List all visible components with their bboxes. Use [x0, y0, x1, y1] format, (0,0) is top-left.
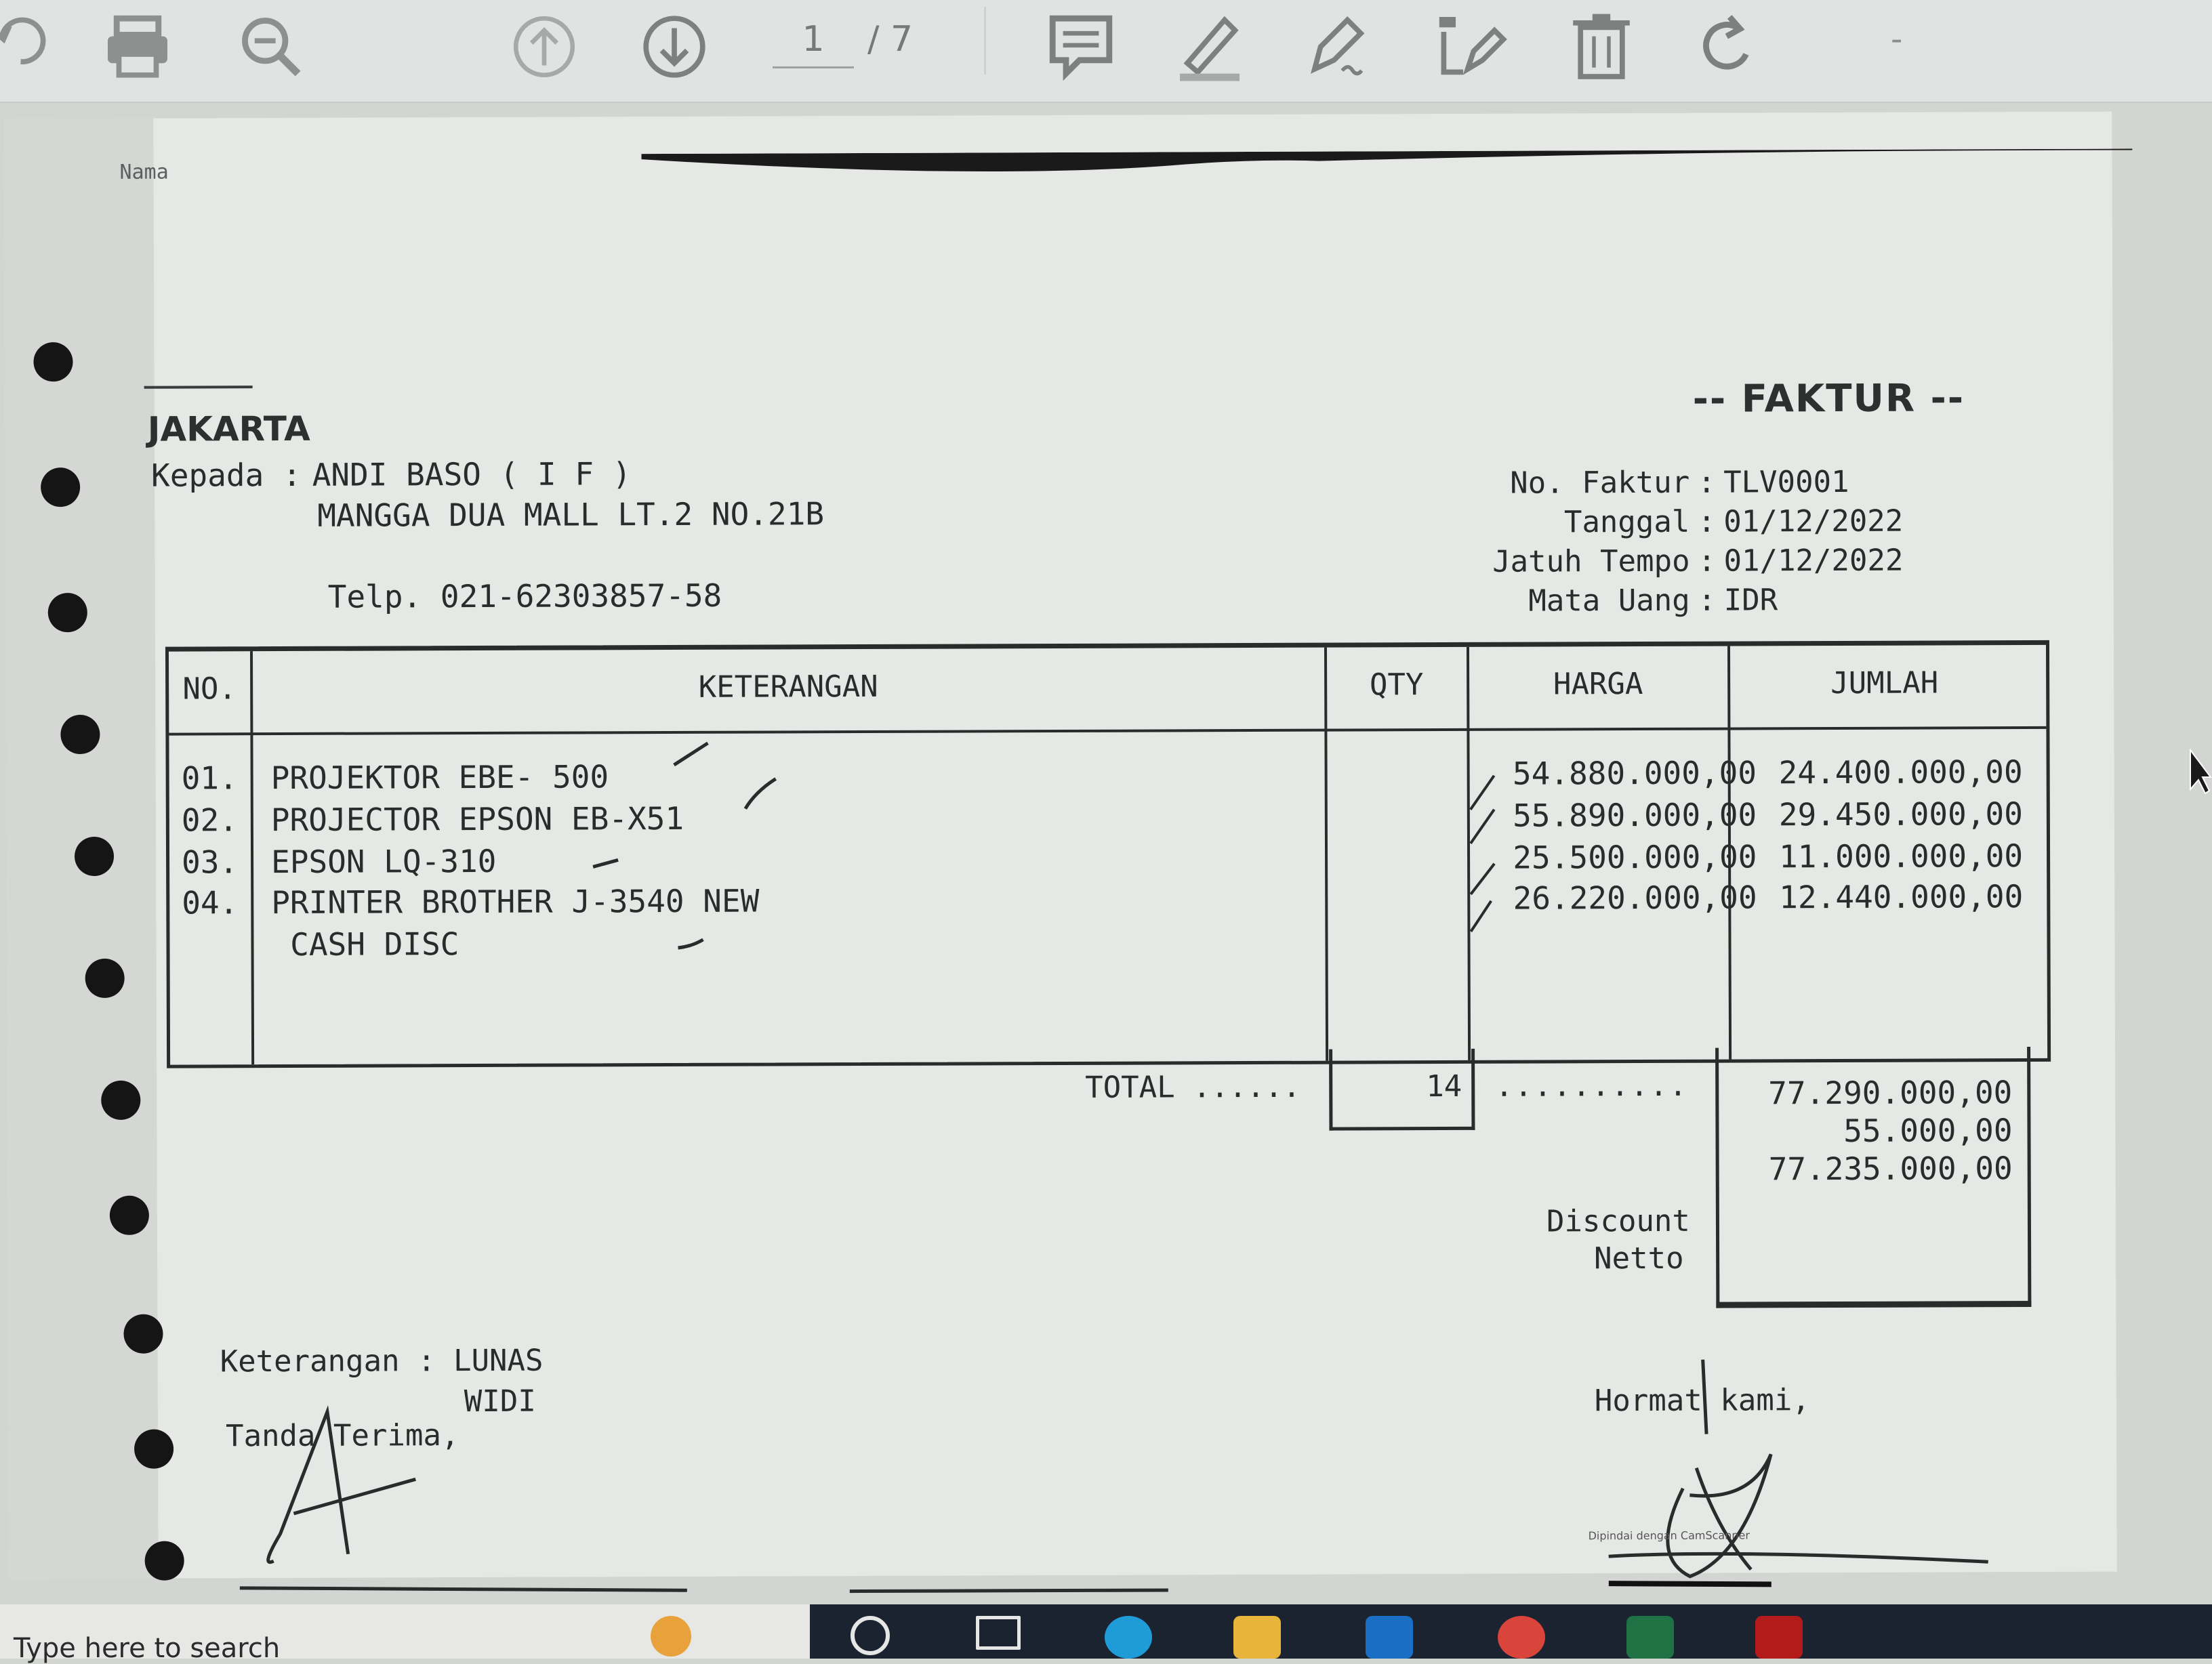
- column-header-no: NO.: [182, 671, 237, 707]
- zoom-out-icon[interactable]: [234, 9, 308, 84]
- page-up-icon[interactable]: [507, 9, 581, 84]
- row-harga: 5.890.000,00: [1531, 796, 1757, 834]
- page-down-icon[interactable]: [637, 9, 712, 84]
- print-icon[interactable]: [100, 9, 175, 84]
- paper-tear-edge: [641, 148, 2132, 181]
- punch-hole: [110, 1196, 149, 1235]
- meta-value: 01/12/2022: [1723, 503, 1904, 539]
- sign-icon[interactable]: [1301, 9, 1376, 84]
- punch-hole: [60, 715, 100, 754]
- row-description: PROJEKTOR EBE- 500: [270, 758, 609, 797]
- meta-colon: :: [1697, 465, 1716, 500]
- start-search-icon[interactable]: [851, 1616, 890, 1655]
- row-harga: 5.500.000,00: [1531, 838, 1757, 876]
- meta-label: Tanggal: [1563, 504, 1690, 540]
- check-mark: [674, 934, 708, 955]
- chrome-icon[interactable]: [1498, 1616, 1545, 1659]
- row-qty: 5: [1513, 797, 1532, 834]
- netto-value: 77.235.000,00: [1768, 1150, 2013, 1188]
- meta-label: Mata Uang: [1528, 583, 1690, 619]
- row-jumlah: 12.440.000,00: [1779, 878, 2024, 916]
- total-value: 77.290.000,00: [1768, 1074, 2013, 1112]
- row-harga: [1532, 921, 1735, 922]
- meta-row: [1456, 543, 1903, 584]
- comment-icon[interactable]: [1044, 9, 1118, 84]
- row-jumlah: 11.000.000,00: [1778, 837, 2024, 875]
- punch-hole: [134, 1430, 173, 1469]
- column-header-jumlah: JUMLAH: [1830, 665, 1939, 701]
- edge-icon[interactable]: [1105, 1616, 1152, 1659]
- punch-hole: [123, 1314, 163, 1354]
- row-no: 04.: [182, 884, 239, 921]
- items-table: [165, 640, 2051, 1068]
- meta-colon: :: [1698, 543, 1716, 579]
- row-jumlah: 29.450.000,00: [1778, 795, 2023, 833]
- row-jumlah: 24.400.000,00: [1778, 753, 2023, 791]
- check-mark: [670, 738, 711, 772]
- column-header-description: KETERANGAN: [698, 669, 878, 705]
- meta-value: TLV0001: [1723, 464, 1849, 500]
- dash-mark: [144, 386, 253, 389]
- meta-label: No. Faktur: [1510, 465, 1690, 501]
- meta-value: IDR: [1723, 583, 1778, 618]
- sender-signature: [1595, 1352, 2002, 1597]
- recipient-name: ANDI BASO ( I F ): [312, 455, 632, 493]
- punch-hole: [75, 837, 114, 876]
- rotate-icon[interactable]: [0, 9, 54, 84]
- row-no: 02.: [181, 802, 239, 839]
- invoice-page: [4, 112, 2117, 1579]
- discount-label: Discount: [1546, 1203, 1690, 1239]
- file-explorer-icon[interactable]: [1233, 1616, 1281, 1659]
- delete-icon[interactable]: [1564, 9, 1639, 84]
- meta-value: 01/12/2022: [1723, 543, 1904, 579]
- recipient-phone: Telp. 021-62303857-58: [327, 577, 722, 615]
- outlook-icon[interactable]: [1366, 1616, 1413, 1659]
- total-label: TOTAL ......: [1085, 1069, 1301, 1105]
- punch-hole: [101, 1081, 140, 1120]
- highlight-icon[interactable]: [1172, 9, 1247, 84]
- city-label: JAKARTA: [147, 409, 310, 449]
- header-divider: [169, 726, 2046, 736]
- table-row: [169, 795, 2047, 844]
- row-no: 01.: [181, 760, 238, 797]
- kepada-label: Kepada :: [150, 456, 302, 494]
- redo-icon[interactable]: [1691, 9, 1765, 84]
- taskbar-search-text[interactable]: Type here to search: [14, 1633, 281, 1664]
- meta-row: [1456, 504, 1903, 545]
- meta-row: [1456, 583, 1904, 623]
- keterangan-note: Keterangan : LUNAS: [220, 1343, 544, 1379]
- tanda-terima-label: Tanda Terima,: [225, 1418, 459, 1454]
- row-description: PRINTER BROTHER J-3540 NEW: [271, 882, 760, 921]
- invoice-meta: [1456, 465, 1904, 623]
- receiver-signature: [253, 1398, 457, 1575]
- row-qty: 2: [1513, 839, 1532, 876]
- meta-row: [1456, 465, 1903, 505]
- table-row: [169, 920, 2047, 969]
- page-total: / 7: [867, 19, 914, 60]
- meta-colon: :: [1698, 583, 1717, 618]
- hormat-kami-label: Hormat kami,: [1594, 1383, 1810, 1419]
- punch-hole: [145, 1541, 184, 1581]
- row-qty: 2: [1513, 879, 1532, 917]
- table-row: [169, 878, 2047, 927]
- row-description: CASH DISC: [271, 925, 459, 963]
- excel-icon[interactable]: [1626, 1616, 1674, 1659]
- punch-hole: [85, 959, 125, 998]
- row-description: PROJECTOR EPSON EB-X51: [270, 799, 684, 839]
- punch-hole: [33, 342, 73, 381]
- more-indicator: -: [1891, 20, 1903, 58]
- scanner-watermark: Dipindai dengan CamScanner: [1588, 1528, 1750, 1543]
- fill-sign-icon[interactable]: [1433, 9, 1508, 84]
- row-qty: 5: [1512, 755, 1532, 792]
- column-header-harga: HARGA: [1553, 666, 1643, 702]
- row-harga: 4.880.000,00: [1531, 754, 1757, 792]
- punch-hole: [41, 467, 80, 507]
- top-fragment-text: Nama: [119, 160, 169, 184]
- recipient: [151, 455, 632, 493]
- qty-tick-marks: [1467, 749, 1509, 945]
- pdf-toolbar: [0, 0, 2212, 103]
- total-qty-box: [1329, 1049, 1475, 1131]
- netto-label: Netto: [1594, 1241, 1684, 1276]
- discount-value: 55.000,00: [1843, 1112, 2013, 1149]
- widgets-icon[interactable]: [651, 1616, 691, 1657]
- row-no: 03.: [181, 844, 239, 881]
- toolbar-divider: [984, 7, 986, 75]
- row-harga: 6.220.000,00: [1532, 879, 1757, 917]
- page-number-input[interactable]: 1: [773, 12, 854, 68]
- totals-box: [1715, 1047, 2031, 1308]
- punch-hole: [48, 593, 87, 632]
- row-description: EPSON LQ-310: [270, 842, 497, 881]
- meta-colon: :: [1698, 504, 1716, 539]
- acrobat-icon[interactable]: [1755, 1616, 1803, 1659]
- total-qty: 14: [1426, 1068, 1462, 1104]
- check-mark: [742, 774, 783, 815]
- check-mark: [590, 853, 623, 873]
- mouse-cursor-icon: [2189, 749, 2212, 796]
- table-row: [169, 753, 2047, 802]
- column-header-qty: QTY: [1369, 667, 1424, 703]
- invoice-title: -- FAKTUR --: [1692, 376, 1965, 421]
- recipient-address: MANGGA DUA MALL LT.2 NO.21B: [317, 495, 825, 534]
- signature-line: [850, 1588, 1168, 1593]
- widi-note: WIDI: [464, 1384, 536, 1419]
- receiver-signature-line: [240, 1586, 687, 1592]
- task-view-icon[interactable]: [976, 1616, 1021, 1650]
- total-dots: ..........: [1495, 1068, 1689, 1104]
- meta-label: Jatuh Tempo: [1492, 543, 1690, 579]
